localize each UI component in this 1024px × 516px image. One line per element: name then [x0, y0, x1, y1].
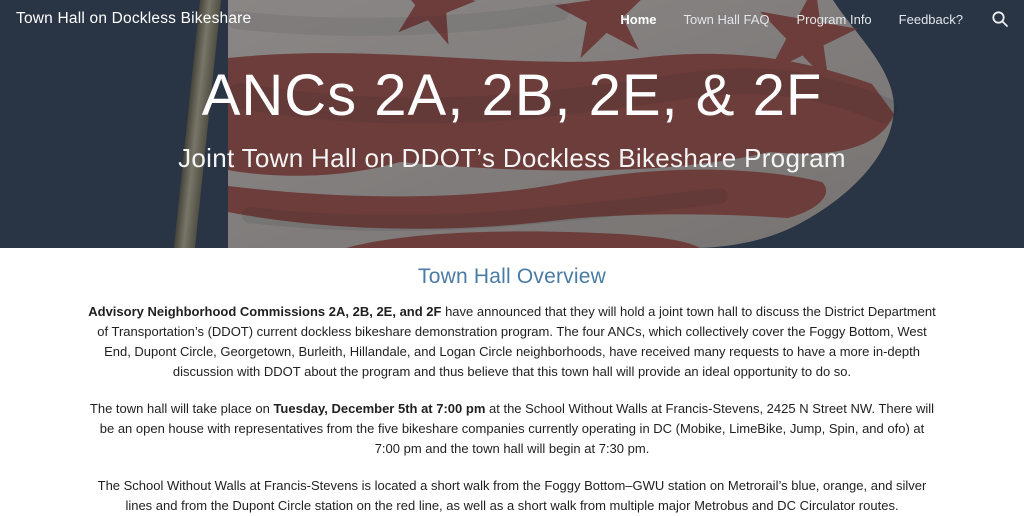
bold-event-datetime: Tuesday, December 5th at 7:00 pm	[273, 401, 486, 416]
search-icon[interactable]	[990, 9, 1010, 29]
section-heading: Town Hall Overview	[418, 265, 606, 288]
town-hall-overview-section	[0, 248, 1024, 516]
site-title[interactable]: Town Hall on Dockless Bikeshare	[16, 10, 252, 27]
nav-item-town-hall-faq[interactable]: Town Hall FAQ	[683, 11, 770, 27]
header	[0, 0, 1024, 38]
hero-banner	[0, 0, 1024, 248]
paragraph-2-text: at the School Without Walls at Francis-Stevens, 2425 N Street NW. There will be an open house with representatives from the five bikeshare companies currently operating in DC (Mobike, LimeBike, Jump, Spin, and ofo) at 7:00 pm and the town hall will begin at 7:30 pm.	[99, 401, 935, 456]
overview-paragraph-3	[88, 476, 936, 516]
hero-subtitle: Joint Town Hall on DDOT’s Dockless Bikeshare Program	[178, 143, 846, 173]
paragraph-3-text: The School Without Walls at Francis-Stevens is located a short walk from the Foggy Bottom–GWU station on Metrorail’s blue, orange, and silver lines and from the Dupont Circle station on the red line, as well as a short walk from multiple major Metrobus and DC Circulator routes.	[97, 478, 927, 513]
nav-item-home[interactable]: Home	[620, 11, 657, 27]
paragraph-2-prefix: The town hall will take place on	[89, 401, 274, 416]
paragraph-1-text: have announced that they will hold a joint town hall to discuss the District Department of Transportation’s (DDOT) current dockless bikeshare demonstration program. The four ANCs, which collectively cover the Foggy Bottom, West End, Dupont Circle, Georgetown, Burleith, Hillandale, and Logan Circle neighborhoods, have received many requests to have a more in-depth discussion with DDOT about the program and thus believe that this town hall will provide an ideal opportunity to do so.	[97, 304, 936, 379]
nav-item-program-info[interactable]: Program Info	[796, 11, 872, 27]
overview-paragraph-1	[88, 302, 936, 382]
main-nav	[620, 9, 1010, 29]
overview-paragraph-2	[88, 399, 936, 459]
hero-title: ANCs 2A, 2B, 2E, & 2F	[201, 63, 823, 128]
bold-anc-commissions: Advisory Neighborhood Commissions 2A, 2B, 2E, and 2F	[88, 304, 442, 319]
nav-item-feedback[interactable]: Feedback?	[898, 11, 963, 27]
